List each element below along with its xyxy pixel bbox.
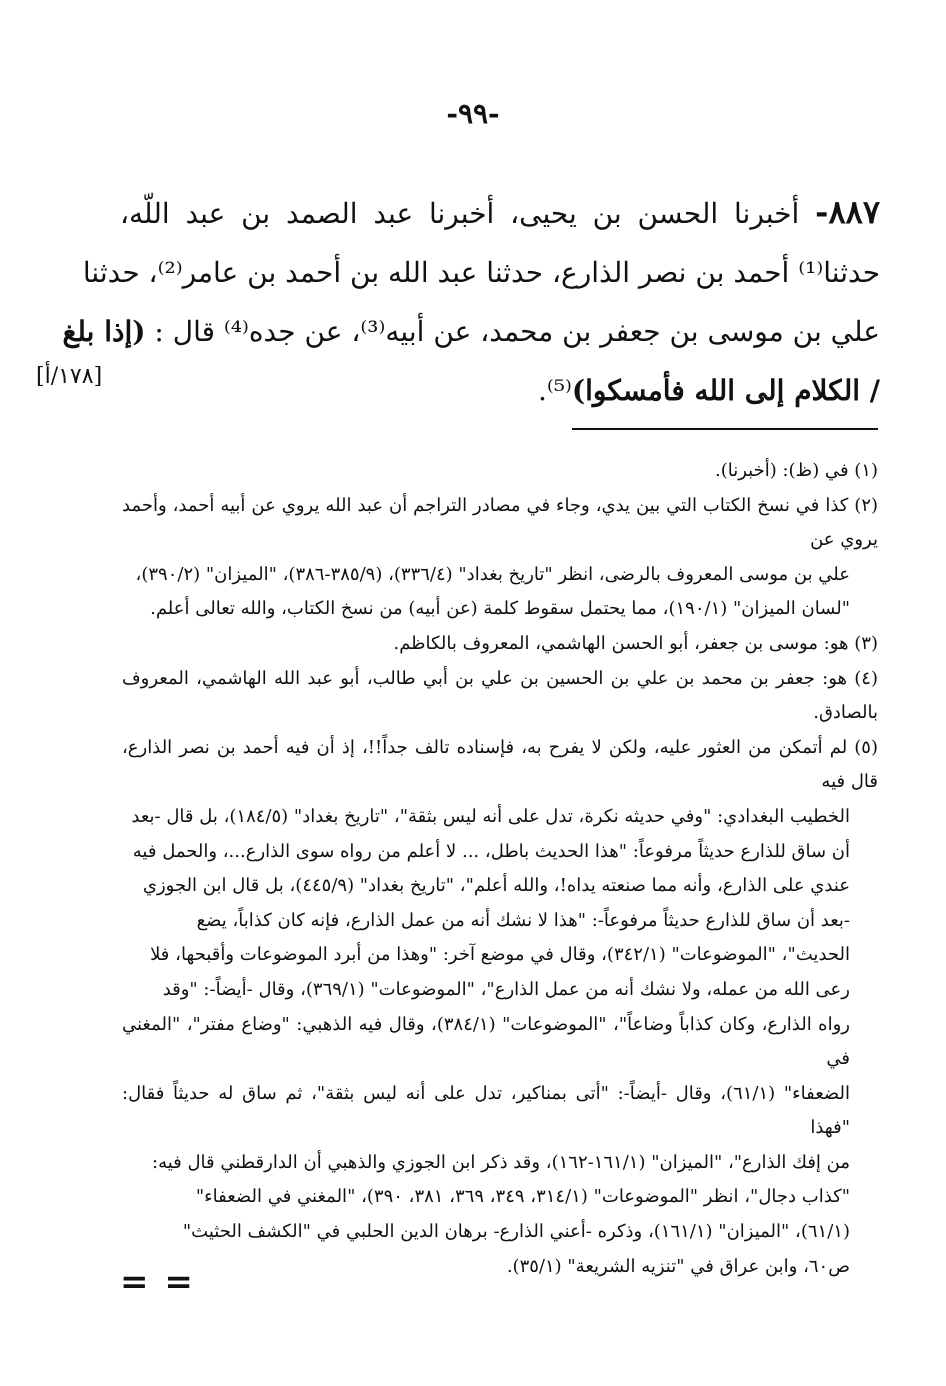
footnote-1: (١) في (ظ): (أخبرنا).	[714, 460, 878, 481]
footnotes	[122, 454, 878, 1284]
end-mark: = =	[120, 1262, 195, 1302]
hadith-line-1: ٨٨٧- أخبرنا الحسن بن يحيى، أخبرنا عبد الصمد بن عبد اللّه،	[120, 193, 881, 231]
footnote-5: (٥) لم أتمكن من العثور عليه، ولكن لا يفرح به، فإسناده تالف جداً!!، إذ أن فيه أحمد بن نصر الذارع، قال فيه الخطيب البغدادي: "وفي حديثه نكرة، تدل على أنه ليس بثقة"، "تاريخ بغداد" (١٨٤/٥)، بل قال -بعد أن ساق للذارع حديثاً مرفوعاً: "هذا الحديث باطل، ... لا أعلم من رواه سوى الذارع...، والحمل فيه عندي على الذارع، وأنه مما صنعته يداه!، والله أعلم"، "تاريخ بغداد" (٤٤٥/٩)، بل قال ابن الجوزي -بعد أن ساق للذارع حديثاً مرفوعاً-: "هذا لا نشك أنه من عمل الذارع، فإنه كان كذاباً، يضع الحديث"، "الموضوعات" (٣٤٢/١)، وقال في موضع آخر: "وهذا من أبرد الموضوعات وأقبحها، فلا رعى الله من عمله، ولا نشك أنه من عمل الذارع"، "الموضوعات" (٣٦٩/١)، وقال -أيضاً-: "وقد رواه الذارع، وكان كذاباً وضاعاً"، "الموضوعات" (٣٨٤/١)، وقال فيه الذهبي: "وضاع مفتر"، "المغني في الضعفاء" (٦١/١)، وقال -أيضاً-: "أتى بمناكير، تدل على أنه ليس بثقة"، ثم ساق له حديثاً فقال: "فهذا من إفك الذارع"، "الميزان" (١٦١/١-١٦٢)، وقد ذكر ابن الجوزي والذهبي أن الدارقطني قال فيه: "كذاب دجال"، انظر "الموضوعات" (٣١٤/١، ٣٤٩، ٣٦٩، ٣٨١، ٣٩٠)، "المغني في الضعفاء" (٦١/١)، "الميزان" (١٦١/١)، وذكره -أعني الذارع- برهان الدين الحلبي في "الكشف الحثيث" ص٦٠، وابن عراق في "تنزيه الشريعة" (٣٥/١).	[122, 736, 878, 1277]
hadith-line-4	[120, 361, 880, 420]
hadith-line-3: علي بن موسى بن جعفر بن محمد، عن أبيه⁽³⁾، عن جده⁽⁴⁾ قال : (إذا بلغ	[62, 315, 880, 348]
page-number: -٩٩-	[446, 97, 500, 130]
footnote-4: (٤) هو: جعفر بن محمد بن علي بن الحسين بن علي بن أبي طالب، أبو عبد الله الهاشمي، المعروف بالصادق.	[122, 667, 878, 724]
hadith-matn-end: / الكلام إلى الله فأمسكوا)	[571, 374, 880, 407]
hadith-matn-start: (إذا بلغ	[62, 315, 146, 348]
footnote-2: (٢) كذا في نسخ الكتاب التي بين يدي، وجاء في مصادر التراجم أن عبد الله يروي عن أبيه أحمد، وأحمد يروي عن علي بن موسى المعروف بالرضى، انظر "تاريخ بغداد" (٣٣٦/٤)، (٣٨٥/٩-٣٨٦)، "الميزان" (٣٩٠/٢)، "لسان الميزان" (١٩٠/١)، مما يحتمل سقوط كلمة (عن أبيه) من نسخ الكتاب، والله تعالى أعلم.	[122, 494, 879, 620]
footnote-3: (٣) هو: موسى بن جعفر، أبو الحسن الهاشمي، المعروف بالكاظم.	[393, 632, 878, 654]
hadith-number: ٨٨٧-	[815, 193, 881, 231]
footnote-divider	[572, 428, 878, 430]
folio-mark: [١٧٨/أ]	[36, 364, 103, 389]
hadith-line-2: حدثنا⁽¹⁾ أحمد بن نصر الذارع، حدثنا عبد الله بن أحمد بن عامر⁽²⁾، حدثنا	[82, 256, 880, 289]
hadith-footnote-ref: ⁽⁵⁾.	[537, 374, 572, 407]
